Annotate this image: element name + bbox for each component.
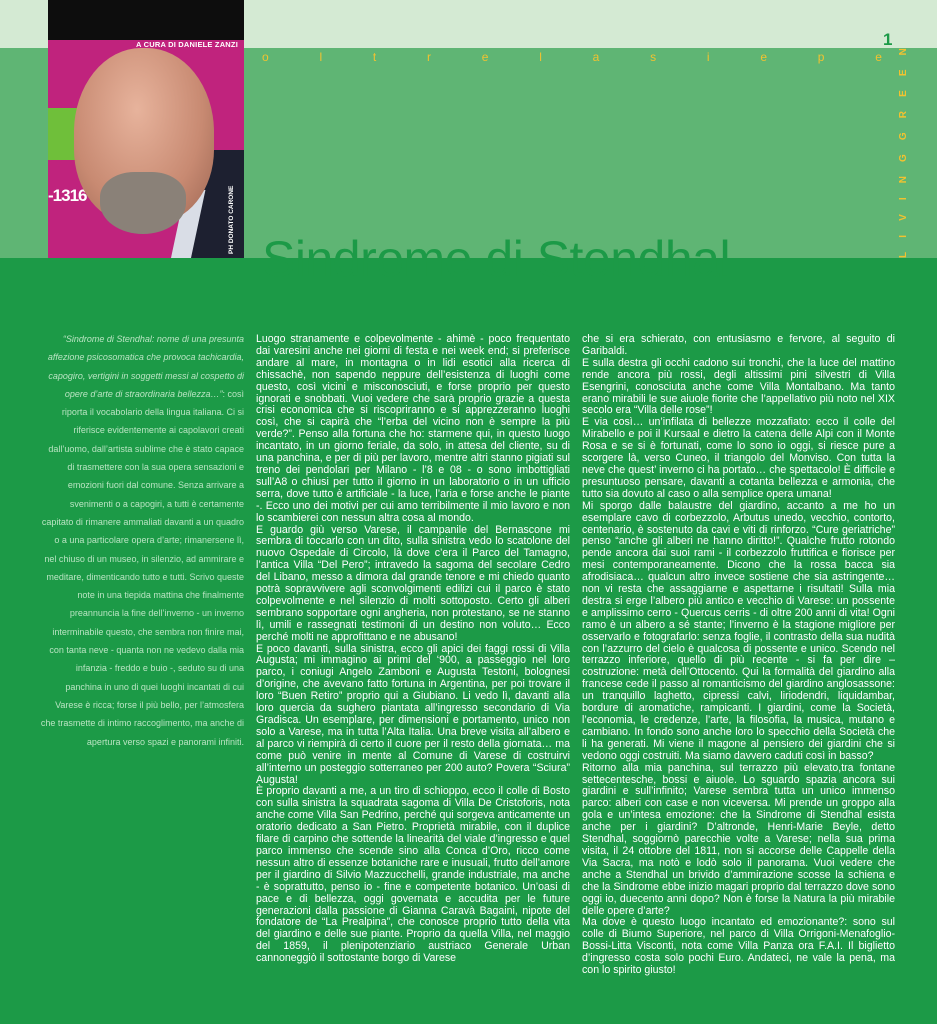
section-letter: E: [898, 90, 909, 97]
tagline-letter: t: [372, 50, 377, 64]
tagline-letter: e: [875, 50, 882, 64]
section-letter: V: [898, 214, 909, 221]
tagline-letter: o: [262, 50, 269, 64]
section-letter: I: [898, 235, 909, 238]
column-tagline: [262, 50, 882, 64]
paragraph: Luogo stranamente e colpevolmente - ahimè - poco frequentato dai varesini anche nei giorni di festa e nei week end; si preferisce andare al mare, in montagna o in lidi esotici alla ricerca di chissachè, non sapendo neppure dell’esistenza di luoghi come questo, così vicini e misconosciuti, e forse proprio per questo ignorati e snobbati. Vuoi vedere che sarà proprio grazie a questa crisi economica che si riscopriranno e si apprezzeranno luoghi così, che si capirà che “l’erba del vicino non è sempre la più verde?”. Penso alla fortuna che ho: starmene qui, in questo luogo incantato, in un giorno feriale, da solo, in attesa del cliente, su di una panchina, e per di più per lavoro, mentre altri stanno pigiati sul treno dei pendolari per Milano - l’8 e 08 - o sono imbottigliati sull’A8 o chiusi per tutto il giorno in un laboratorio o in un ufficio serra, dove tutto è artificiale - la luce, l’aria e forse anche le piante -. Ecco uno dei motivi per cui amo terribilmente il mio lavoro e non lo scambierei con nessun altra cosa al mondo.: [256, 333, 570, 524]
page-number: 1: [883, 30, 893, 49]
tagline-letter: a: [592, 50, 600, 64]
tagline-letter: l: [319, 50, 323, 64]
article-title: Sindrome di Stendhal: [262, 230, 731, 287]
section-letter: N: [898, 48, 909, 56]
section-letter: G: [898, 132, 909, 141]
section-label-vertical: [898, 48, 909, 258]
article-column-1: [256, 334, 570, 965]
author-photo: [48, 0, 244, 258]
tagline-letter: l: [539, 50, 542, 64]
curated-by: A CURA DI DANIELE ZANZI: [136, 40, 238, 49]
section-letter: I: [898, 197, 909, 201]
paragraph: Ma dove è questo luogo incantato ed emozionante?: sono sul colle di Biumo Superiore, nel parco di Villa Orrigoni-Menafoglio-Bossi-Litta Visconti, nota come Villa Panza ora F.A.I. Il biglietto d’ingresso costa solo pochi Euro. Andateci, ne vale la pena, ma con lo spirito giusto!: [582, 916, 895, 977]
sidebar-body: : così riporta il vocabolario della lingua italiana. Ci si riferisce evidentemente ai capolavori creati dall’uomo, dall’artista sublime che è stato capace di trasmettere con la sua opera sensazioni e emozioni fuori dal comune. Senza arrivare a svenimenti o a capogiri, a tutti è certamente capitato di rimanere ammaliati davanti a un quadro o a una particolare opera d’arte; rimanersene lì, nel chiuso di un museo, in silenzio, ad ammirare e meditare, dimenticando tutto e tutti. Scrivo queste note in una tiepida mattina che finalmente preannuncia la fine dell’inverno - un inverno interminabile questo, che sembra non finire mai, con tanta neve - quanta non ne vedevo dalla mia infanzia - freddo e buio -, seduto su di una panchina in uno di quei luoghi incantati di cui Varese è ricca; forse il più bello, per l’atmosfera che trasmette di intimo raccoglimento, ma anche di apertura verso spazi e panorami infiniti.: [40, 388, 244, 747]
paragraph: E sulla destra gli occhi cadono sui tronchi, che la luce del mattino rende ancora più rossi, degli altissimi pini silvestri di Villa Esengrini, conosciuta anche come Villa Montalbano. Ma tanto erano mirabili le sue aiuole fiorite che l’appellativo più noto nel XIX secolo era “Villa delle rose”!: [582, 356, 895, 417]
photo-sign-text: -1316: [48, 186, 87, 205]
section-letter: L: [898, 251, 909, 258]
section-letter: G: [898, 154, 909, 162]
tagline-letter: e: [760, 50, 767, 64]
tagline-letter: i: [706, 50, 710, 64]
section-letter: N: [898, 176, 909, 184]
photo-credit: PH DONATO CARONE: [228, 185, 235, 254]
article-column-2: [582, 334, 895, 977]
paragraph: E via così… un’infilata di bellezze mozzafiato: ecco il colle del Mirabello e poi il Kursaal e dietro la catena delle Alpi con il Monte Rosa e se si è fortunati, come lo sono io oggi, si riesce pure a scorgere là, verso Cuneo, il triangolo del Monviso. Con tutta la neve che quest’ inverno ci ha portato… che spettacolo! È difficile e presuntuoso pensare, davanti a cotanta bellezza e armonia, che tutto sia dovuto al caso o alla semplice opera umana!: [582, 416, 895, 500]
section-letter: E: [898, 69, 909, 77]
sidebar-intro: [40, 330, 244, 751]
paragraph: Ritorno alla mia panchina, sul terrazzo più elevato,tra fontane settecentesche, bossi e aiuole. Lo sguardo spazia ancora sui giardini e sull’infinito; Varese sembra tutta un unico immenso parco: alberi con case e non viceversa. Mi prende un groppo alla gola e un’intesa emozione: che la Sindrome di Stendhal esista anche per i giardini? D’altronde, Henri-Marie Beyle, detto Stendhal, soggiornò parecchie volte a Varese; nella sua prima visita, il 24 ottobre del 1811, non si accorse delle Cappelle della Via Sacra, ma notò e lodò solo il panorama. Vuoi vedere che anche a Stendhal un brivido d’ammirazione scosse la schiena e che la Sindrome ebbe inizio magari proprio dal terrazzo dove sono oggi io, duecento anni dopo? Non è forse la Natura la più mirabile delle opere d’arte?: [582, 761, 895, 917]
paragraph: E guardo giù verso Varese, il campanile del Bernascone mi sembra di toccarlo con un dito, sulla sinistra vedo lo scatolone del nuovo Ospedale di Circolo, là dove c’era il Parco del Tamagno, l’antica Villa “Del Pero”; intravedo la sagoma del secolare Cedro del Libano, messo a dimora dal grande tenore e mi chiedo quanto potrà sopravvivere agli sconvolgimenti edilizi cui il parco è stato colpevolmente e nel silenzio di molti sottoposto. Certo gli alberi sembrano sopportare ogni angheria, non protestano, se ne stanno lì, umili e rassegnati testimoni di un destino non voluto… Ecco perché molti ne approfittano e ne abusano!: [256, 523, 570, 643]
tagline-letter: s: [650, 50, 657, 64]
photo-beard: [100, 172, 186, 234]
tagline-letter: e: [481, 50, 489, 64]
tagline-letter: r: [427, 50, 431, 64]
tagline-letter: p: [817, 50, 825, 64]
paragraph: Mi sporgo dalle balaustre del giardino, accanto a me ho un esemplare cavo di corbezzolo, Arbutus unedo, vecchio, contorto, centenario, è sostenuto da cavi e viti di rinforzo. “Cure geriatriche” penso “anche gli alberi ne hanno diritto!”. Qualche frutto rotondo pende ancora dai suoi rami - il corbezzolo fruttifica e fiorisce per mesi contemporaneamente. Dicono che la rossa bacca sia afrodisiaca… qualcun altro invece sostiene che sia astringente… non vi resta che assaggiarne e aspettarne i risultati! Sulla mia destra si erge l’albero più antico e vecchio di Varese: un possente e amplissimo cerro - Quercus cerris - di oltre 200 anni di vita! Ogni ramo è un albero a sé stante; l’inverno è la stagione migliore per osservarlo e fotografarlo: senza foglie, il contrasto della sua nudità con l’azzurro del cielo è qualcosa di possente e unico. Scendo nel terrazzo inferiore, quello di più recente - si fa per dire – costruzione: metà dell’Ottocento. Qui la formalità del giardino alla francese cede il passo al romanticismo del giardino anglosassone: un tranquillo laghetto, cipressi calvi, liriodendri, liquidambar, bordure di aromatiche, rampicanti. I giardini, come la Società, l’economia, le credenze, l’arte, la filosofia, la musica, mutano e cambiano. In fondo sono anche loro lo specchio della Società che li ha generati. Mi viene il magone al pensiero dei giardini che si vedono oggi costruiti. Ma siamo davvero caduti così in basso?: [582, 499, 895, 762]
paragraph: E poco davanti, sulla sinistra, ecco gli apici dei faggi rossi di Villa Augusta; mi immagino ai primi del ‘900, a passeggio nel loro parco, i coniugi Angelo Zamboni e Augusta Testoni, bolognesi d’origine, che avevano fatto fortuna in Argentina, per poi trovare il loro “Buen Retiro” proprio qui a Giubiano. Li vedo lì, davanti alla loro quercia da sughero piantata all’ingresso secondario di Via Gradisca. Un esemplare, per dimensioni e portamento, unico non solo a Varese, ma in tutta l’Alta Italia. Una breve visita all’albero e al parco vi riempirà di certo il cuore per il resto della giornata… ma come può venire in mente al Comune di Varese di costruirvi all’interno un posteggio sotterraneo per 200 auto? Povera “Sciura” Augusta!: [256, 642, 570, 786]
paragraph: che si era schierato, con entusiasmo e fervore, al seguito di Garibaldi.: [582, 333, 895, 357]
paragraph: È proprio davanti a me, a un tiro di schioppo, ecco il colle di Bosto con sulla sinistra la squadrata sagoma di Villa De Cristoforis, nota anche come Villa San Pedrino, perché qui sorgeva anticamente un oratorio dedicato a San Pietro. Proprietà mirabile, con il duplice filare di carpino che sottende la linearità del viale d’ingresso e quel parco immenso che scende sino alla Conca d’Oro, ricco come nessun altro di essenze botaniche rare e inusuali, frutto dell’amore per il giardino di Silvio Mazzucchelli, grande industriale, ma anche - è soprattutto, penso io - fine e competente botanico. Un’oasi di pace e di bellezza, oggi governata e accudita per le future generazioni dalla passione di Gianna Caravà Bagaini, nipote del fondatore de “La Prealpina”, che conosce proprio tutto della vita del giardino e delle sue piante. Proprio da quella Villa, nel maggio del 1859, il plenipotenziario austriaco Generale Urban cannoneggiò il sottostante borgo di Varese: [256, 785, 570, 965]
sidebar-quote: “Sindrome di Stendhal: nome di una presunta affezione psicosomatica che provoca tachicardia, capogiro, vertigini in soggetti messi al cospetto di opere d’arte di straordinaria bellezza…”: [47, 334, 244, 399]
section-letter: R: [898, 110, 909, 119]
